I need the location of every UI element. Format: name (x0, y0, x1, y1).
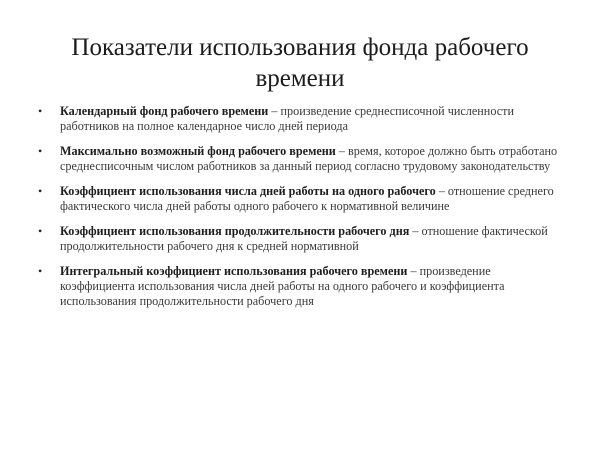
indicator-term: Коэффициент использования продолжительности рабочего дня (60, 224, 410, 238)
slide-title-line-2: времени (255, 65, 345, 92)
indicator-term: Коэффициент использования числа дней работы на одного рабочего (60, 184, 436, 198)
bullet-icon: • (38, 144, 43, 158)
indicator-definition: – время, которое должно быть отработано среднесписочным числом работников за данный период согласно трудовому законодательству (60, 144, 558, 173)
list-item (38, 264, 558, 309)
indicator-term: Календарный фонд рабочего времени (60, 104, 269, 118)
slide-title-line-1: Показатели использования фонда рабочего (71, 34, 529, 61)
list-item (38, 224, 558, 254)
list-item (38, 144, 558, 174)
slide-title (40, 32, 560, 94)
indicator-definition: – отношение среднего фактического числа дней работы одного рабочего к нормативной величине (60, 184, 554, 213)
indicator-list (38, 104, 558, 319)
list-item (38, 184, 558, 214)
indicator-definition: – произведение коэффициента использования числа дней работы на одного рабочего и коэффициента использования продолжительности рабочего дня (60, 264, 505, 308)
indicator-definition: – произведение среднесписочной численности работников на полное календарное число дней периода (60, 104, 514, 133)
bullet-icon: • (38, 264, 43, 278)
list-item (38, 104, 558, 134)
bullet-icon: • (38, 184, 43, 198)
indicator-definition: – отношение фактической продолжительности рабочего дня к средней нормативной (60, 224, 548, 253)
indicator-term: Интегральный коэффициент использования рабочего времени (60, 264, 408, 278)
indicator-term: Максимально возможный фонд рабочего времени (60, 144, 336, 158)
bullet-icon: • (38, 104, 43, 118)
bullet-icon: • (38, 224, 43, 238)
